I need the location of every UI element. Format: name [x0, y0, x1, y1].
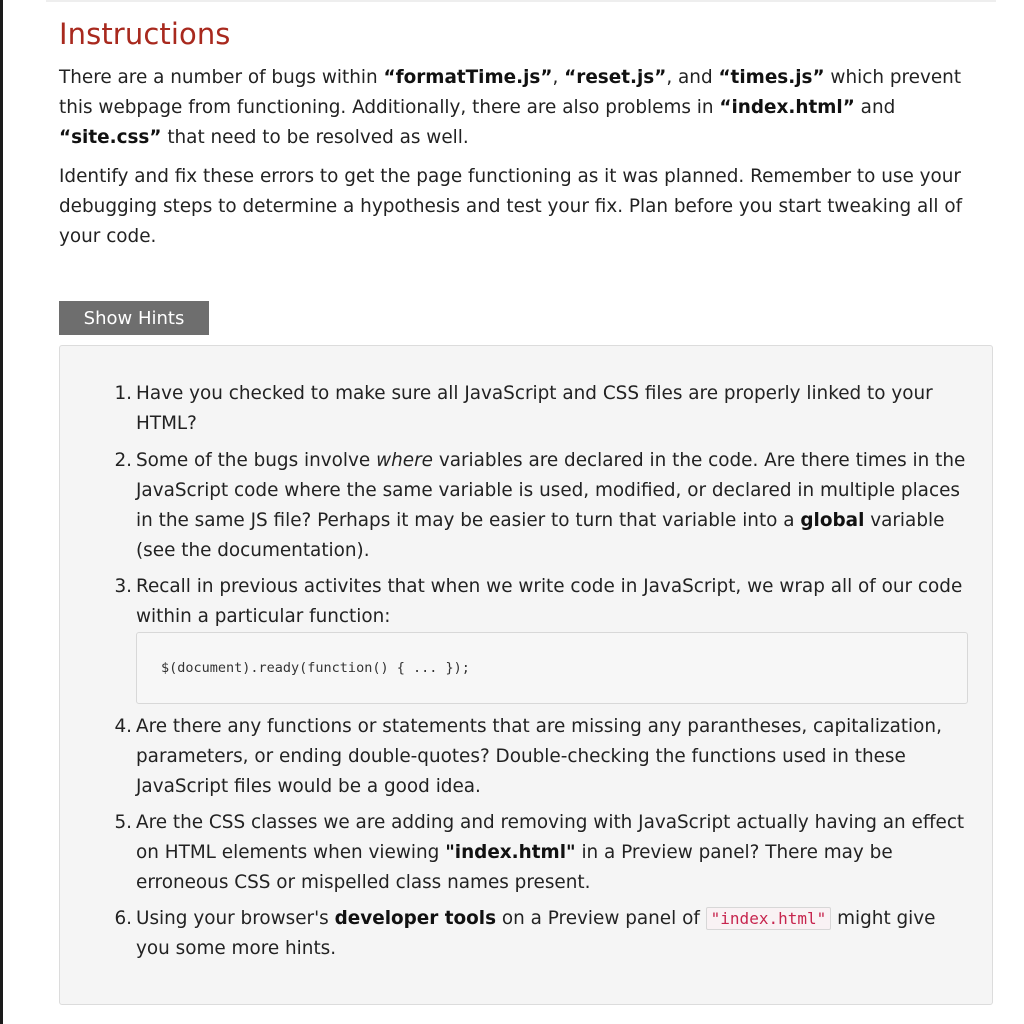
intro-text: ,	[552, 67, 565, 88]
hint-number: 6.	[114, 908, 132, 929]
file-name-site-css: “site.css”	[59, 127, 162, 148]
intro-text: , and	[666, 67, 719, 88]
hint-number: 1.	[114, 383, 132, 404]
emphasis-where: where	[376, 450, 433, 471]
debugging-paragraph: Identify and fix these errors to get the page functioning as it was planned. Remember to use your debugging steps to determine a hypothesis and test your fix. Plan before you start tweaking all of your code.	[59, 166, 963, 247]
file-name-index-html: “index.html”	[719, 97, 855, 118]
top-divider	[46, 0, 996, 2]
hint-text-part: variables are declared in the code. Are there times in the JavaScript code where the same variable is used, modified, or declared in multiple places in the same JS file? Perhaps it may be easier to turn that variable into a	[136, 450, 966, 531]
hint-text: Are there any functions or statements that are missing any parantheses, capitalization, parameters, or ending double-quotes? Double-checking the functions used in these JavaScript files would be a good idea.	[136, 716, 942, 797]
file-name-times: “times.js”	[718, 67, 825, 88]
hint-text	[136, 904, 971, 964]
strong-global: global	[800, 510, 865, 531]
hint-text-part: in a Preview panel? There may be erroneous CSS or mispelled class names present.	[136, 842, 893, 893]
intro-paragraph	[59, 63, 979, 153]
hint-number: 2.	[114, 450, 132, 471]
hints-panel	[59, 345, 993, 1005]
window-left-border	[0, 0, 3, 1024]
show-hints-button[interactable]: Show Hints	[59, 301, 209, 335]
hint-text-part: Are the CSS classes we are adding and removing with JavaScript actually having an effect on HTML elements when viewing	[136, 812, 965, 863]
intro-text: that need to be resolved as well.	[161, 127, 469, 148]
hint-text: Recall in previous activites that when we write code in JavaScript, we wrap all of our code within a particular function:	[136, 576, 963, 627]
intro-text: There are a number of bugs within	[59, 67, 384, 88]
file-name-formattime: “formatTime.js”	[383, 67, 553, 88]
file-name-reset: “reset.js”	[564, 67, 667, 88]
hint-text-part: on a Preview panel of	[496, 908, 706, 929]
strong-index-html: "index.html"	[445, 842, 576, 863]
page-title: Instructions	[59, 17, 231, 51]
hint-text-part: might give you some more hints.	[136, 908, 936, 959]
hint-text-part: variable (see the documentation).	[136, 510, 945, 561]
hint-text	[136, 808, 971, 898]
hint-text-part: Using your browser's	[136, 908, 335, 929]
hint-text-part: Some of the bugs involve	[136, 450, 377, 471]
hint-number: 4.	[114, 716, 132, 737]
intro-text: which prevent this webpage from functioning. Additionally, there are also problems in	[59, 67, 962, 118]
strong-developer-tools: developer tools	[334, 908, 497, 929]
hint-number: 5.	[114, 812, 132, 833]
hint-text	[136, 446, 971, 566]
hint-text: Have you checked to make sure all JavaScript and CSS files are properly linked to your HTML?	[136, 383, 933, 434]
hint-number: 3.	[114, 576, 132, 597]
inline-code-index-html: "index.html"	[706, 907, 832, 930]
intro-text: and	[854, 97, 896, 118]
code-block-document-ready: $(document).ready(function() { ... });	[136, 632, 968, 704]
